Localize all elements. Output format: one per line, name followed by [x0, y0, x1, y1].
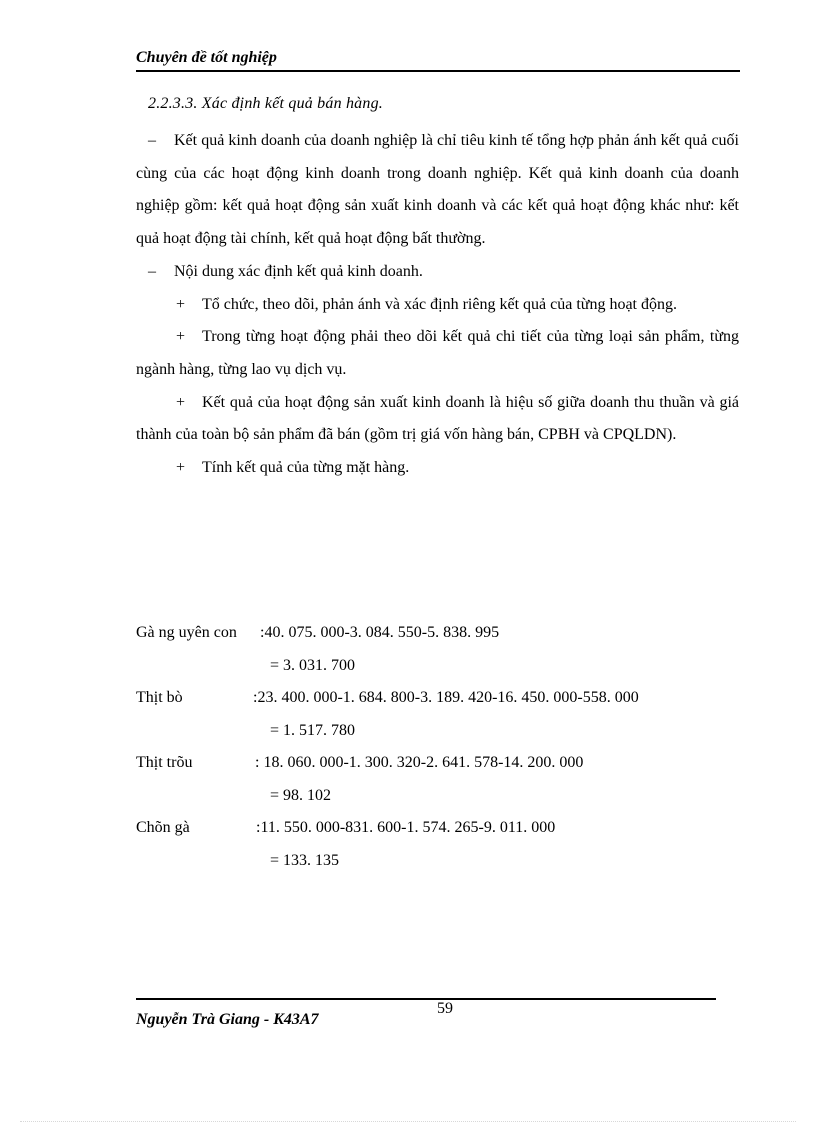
footer-divider	[136, 998, 716, 1000]
page-bottom-dotted-border	[20, 1121, 796, 1122]
item-label: Thịt trõu	[136, 754, 193, 771]
plus-bullet: +	[176, 393, 186, 411]
dash-bullet: –	[148, 132, 156, 149]
paragraph	[136, 321, 739, 386]
paragraph	[136, 125, 739, 256]
paragraph-text: Kết quả của hoạt động sản xuất kinh doanh là hiệu số giữa doanh thu thuần và giá thành của toàn bộ sản phẩm đã bán (gồm trị giá vốn hàng bán, CPBH và CPQLDN).	[136, 393, 739, 444]
document-header-title: Chuyên đề tốt nghiệp	[136, 49, 277, 66]
section-heading: 2.2.3.3. Xác định kết quả bán hàng.	[148, 95, 383, 112]
item-label: Gà ng uyên con	[136, 624, 237, 641]
calculation-result-row	[136, 650, 756, 683]
calculation-result-row	[136, 715, 756, 748]
paragraph-text: Tính kết quả của từng mặt hàng.	[202, 459, 410, 477]
paragraph	[136, 452, 739, 485]
calculation-expression: :40. 075. 000-3. 084. 550-5. 838. 995	[260, 624, 500, 641]
plus-bullet: +	[176, 328, 186, 346]
calculation-row	[136, 812, 756, 845]
paragraph-text: Kết quả kinh doanh của doanh nghiệp là chỉ tiêu kinh tế tổng hợp phản ánh kết quả cuối cùng của các hoạt động kinh doanh trong doanh nghiệp. Kết quả kinh doanh của doanh nghiệp gồm: kết quả hoạt động sản xuất kinh doanh và các kết quả hoạt động khác như: kết quả hoạt động tài chính, kết quả hoạt động bất thường.	[136, 132, 739, 248]
calculation-row	[136, 617, 756, 650]
calculation-expression: : 18. 060. 000-1. 300. 320-2. 641. 578-14. 200. 000	[255, 754, 584, 771]
calculation-result-row	[136, 845, 756, 878]
calculation-row	[136, 682, 756, 715]
calculation-result: = 3. 031. 700	[270, 656, 356, 674]
paragraph	[136, 256, 739, 289]
item-label: Thịt bò	[136, 689, 183, 706]
calculation-result-row	[136, 780, 756, 813]
paragraph	[136, 289, 739, 322]
paragraph	[136, 387, 739, 452]
dash-bullet: –	[148, 262, 156, 280]
item-label: Chõn gà	[136, 819, 190, 836]
calculation-result: = 133. 135	[270, 851, 340, 869]
paragraph-text: Trong từng hoạt động phải theo dõi kết quả chi tiết của từng loại sản phẩm, từng ngành hàng, từng lao vụ dịch vụ.	[136, 328, 739, 378]
paragraph-text: Tổ chức, theo dõi, phản ánh và xác định riêng kết quả của từng hoạt động.	[202, 295, 677, 313]
plus-bullet: +	[176, 295, 186, 313]
paragraph-text: Nội dung xác định kết quả kinh doanh.	[174, 262, 423, 280]
calculation-row	[136, 747, 756, 780]
calculation-result: = 1. 517. 780	[270, 721, 356, 739]
footer-author: Nguyễn Trà Giang - K43A7	[136, 1011, 319, 1028]
calculation-result: = 98. 102	[270, 786, 332, 804]
body-text	[136, 125, 739, 485]
calculation-expression: :11. 550. 000-831. 600-1. 574. 265-9. 011. 000	[256, 819, 556, 836]
plus-bullet: +	[176, 459, 186, 477]
header-divider	[136, 70, 740, 72]
calculation-block	[136, 617, 756, 877]
page-number: 59	[437, 1000, 453, 1017]
calculation-expression: :23. 400. 000-1. 684. 800-3. 189. 420-16. 450. 000-558. 000	[253, 689, 639, 706]
